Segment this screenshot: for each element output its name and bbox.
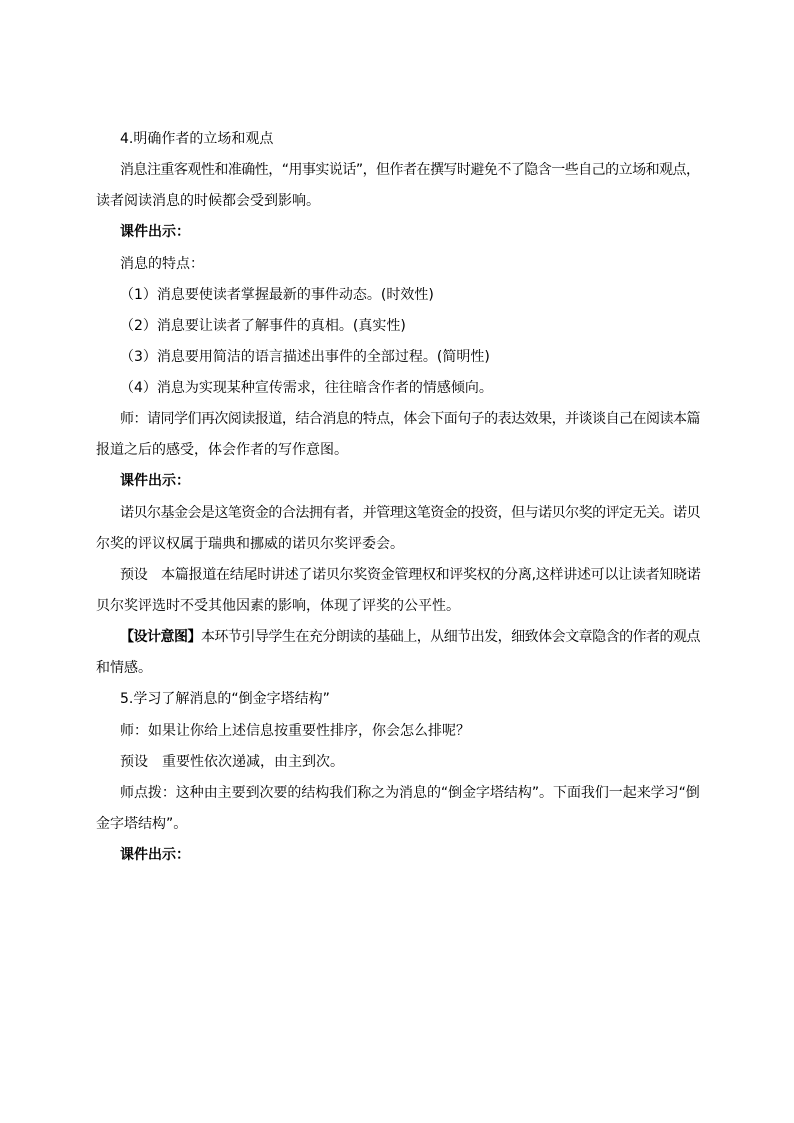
courseware-label: 课件出示： bbox=[120, 847, 190, 863]
paragraph-line: 师：如果让你给上述信息按重要性排序，你会怎么排呢？ bbox=[120, 723, 470, 739]
paragraph-line: 贝尔奖评选时不受其他因素的影响，体现了评奖的公平性。 bbox=[96, 598, 460, 614]
paragraph-line: 预设 重要性依次递减，由主到次。 bbox=[120, 754, 344, 770]
design-intent-text: 本环节引导学生在充分朗读的基础上，从细节出发，细致体会文章隐含的作者的观点 bbox=[200, 629, 700, 645]
paragraph-line: 和情感。 bbox=[96, 660, 152, 676]
paragraph-line: 消息注重客观性和准确性，“用事实说话”，但作者在撰写时避免不了隐含一些自己的立场和观点， bbox=[120, 162, 700, 178]
paragraph-line: 师点拨：这种由主要到次要的结构我们称之为消息的“倒金字塔结构”。下面我们一起来学习“倒 bbox=[120, 785, 700, 801]
paragraph-line: 读者阅读消息的时候都会受到影响。 bbox=[96, 193, 320, 209]
paragraph-line: 金字塔结构”。 bbox=[96, 816, 188, 832]
paragraph-line: 诺贝尔基金会是这笔资金的合法拥有者，并管理这笔资金的投资，但与诺贝尔奖的评定无关。诺贝 bbox=[120, 505, 700, 521]
design-intent-label: 【设计意图】 bbox=[120, 629, 201, 645]
paragraph-line: 尔奖的评议权属于瑞典和挪威的诺贝尔奖评委会。 bbox=[96, 536, 404, 552]
section-heading-4: 4.明确作者的立场和观点 bbox=[120, 131, 274, 147]
paragraph-line: 消息的特点： bbox=[120, 256, 204, 272]
paragraph-line: 报道之后的感受，体会作者的写作意图。 bbox=[96, 442, 348, 458]
courseware-label: 课件出示： bbox=[120, 224, 190, 240]
design-intent-line bbox=[120, 628, 700, 646]
list-item: （1）消息要使读者掌握最新的事件动态。(时效性) bbox=[120, 287, 434, 303]
list-item: （3）消息要用简洁的语言描述出事件的全部过程。(简明性) bbox=[120, 349, 490, 365]
list-item: （2）消息要让读者了解事件的真相。(真实性) bbox=[120, 318, 406, 334]
paragraph-line: 师：请同学们再次阅读报道，结合消息的特点，体会下面句子的表达效果，并谈谈自己在阅读本篇 bbox=[120, 411, 700, 427]
paragraph-line: 预设 本篇报道在结尾时讲述了诺贝尔奖资金管理权和评奖权的分离,这样讲述可以让读者知晓诺 bbox=[120, 567, 701, 583]
list-item: （4）消息为实现某种宣传需求，往往暗含作者的情感倾向。 bbox=[120, 380, 493, 396]
courseware-label: 课件出示： bbox=[120, 473, 190, 489]
section-heading-5: 5.学习了解消息的“倒金字塔结构” bbox=[120, 691, 330, 707]
